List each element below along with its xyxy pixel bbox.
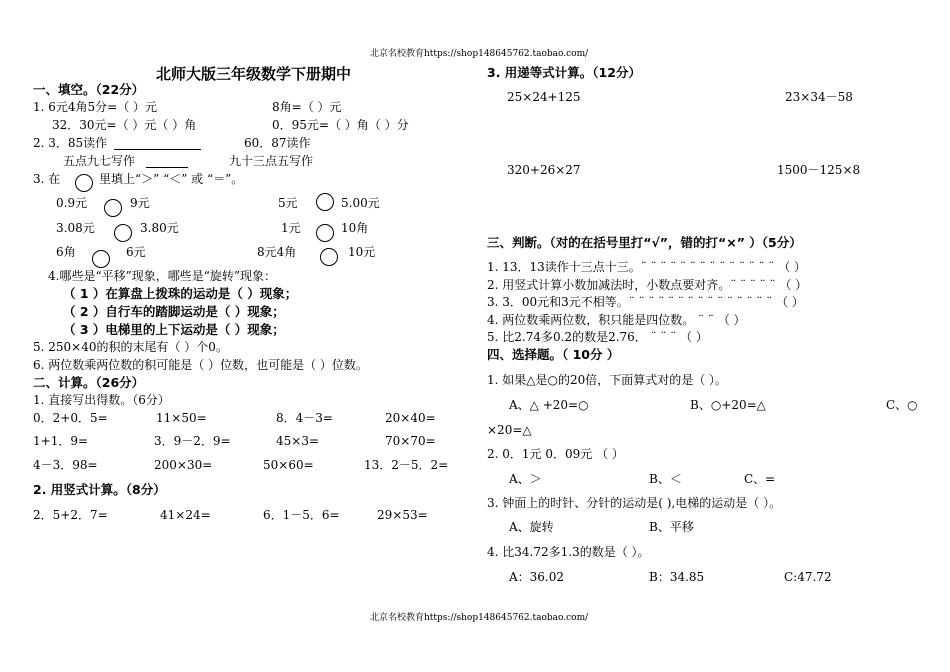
- judge-item: 5. 比2.74多0.2的数是2.76． ¨ ¨ ¨ （ ）: [487, 330, 708, 344]
- choice-question-2: 2. 0．1元 0．09元 （ ）: [487, 447, 624, 461]
- calc-item: 45×3=: [276, 434, 320, 448]
- compare-item: 10角: [341, 221, 369, 235]
- question-4-2: （ 2 ）自行车的踏脚运动是（ ）现象；: [63, 304, 285, 319]
- page-title: 北师大版三年级数学下册期中: [156, 65, 352, 83]
- question-2c: 五点九七写作: [63, 154, 136, 168]
- compare-circle: [92, 250, 110, 268]
- judge-item: 4. 两位数乘两位数，积只能是四位数。 ¨ ¨ （ ）: [487, 313, 746, 327]
- compare-item: 1元: [281, 221, 301, 235]
- question-4-1: （ 1 ）在算盘上拨珠的运动是（ ）现象；: [63, 286, 298, 301]
- choice-option: B、＜: [649, 472, 682, 486]
- choice-option: A、旋转: [509, 520, 554, 534]
- compare-circle: [316, 193, 334, 211]
- calc-item: 4－3．98=: [33, 458, 98, 472]
- stepwise-item: 25×24+125: [507, 90, 581, 104]
- question-1c: 32．30元=（ ）元（ ）角: [52, 118, 197, 132]
- compare-circle: [320, 248, 338, 266]
- question-5: 5. 250×40的积的末尾有（ ）个0。: [33, 340, 228, 354]
- section-judge-title: 三、判断。（对的在括号里打“√”，错的打“×” ）（5分）: [487, 235, 802, 250]
- question-2b: 60．87读作: [244, 136, 311, 150]
- section-calc-title: 二、计算。（26分）: [33, 375, 145, 390]
- calc-item: 200×30=: [154, 458, 213, 472]
- choice-question-4: 4. 比34.72多1.3的数是（ ）。: [487, 545, 650, 559]
- page-footer: 北京名校教育https://shop148645762.taobao.com/: [370, 613, 589, 623]
- compare-circle: [75, 174, 93, 192]
- choice-option: C、=: [744, 472, 776, 486]
- calc-item: 3．9－2．9=: [154, 434, 231, 448]
- answer-blank: [114, 149, 201, 150]
- choice-question-1: 1. 如果△是○的20倍，下面算式对的是（ ）。: [487, 373, 728, 387]
- calc-item: 13．2－5．2=: [364, 458, 449, 472]
- question-3-text: 里填上“＞” “＜” 或 “＝”。: [99, 172, 244, 186]
- vertical-calc-item: 29×53=: [377, 508, 428, 522]
- question-1d: 0．95元=（ ）角（ ）分: [272, 118, 409, 132]
- section-fill-blank-title: 一、填空。（22分）: [33, 82, 145, 97]
- compare-circle: [316, 224, 334, 242]
- judge-item: 1. 13．13读作十三点十三。¨ ¨ ¨ ¨ ¨ ¨ ¨ ¨ ¨ ¨ ¨ ¨ ¨ ¨ （ ）: [487, 260, 807, 274]
- judge-item: 3. 3．00元和3元不相等。¨ ¨ ¨ ¨ ¨ ¨ ¨ ¨ ¨ ¨ ¨ ¨ ¨ ¨ ¨ （ ）: [487, 295, 804, 309]
- question-4-3: （ 3 ）电梯里的上下运动是（ ）现象；: [63, 322, 285, 337]
- calc-subtitle-2: 2. 用竖式计算。（8分）: [33, 482, 166, 497]
- choice-option: B：34.85: [649, 570, 705, 584]
- answer-blank: [146, 167, 188, 168]
- question-4: 4.哪些是“平移”现象，哪些是“旋转”现象：: [48, 269, 276, 283]
- vertical-calc-item: 2．5+2．7=: [33, 508, 108, 522]
- compare-circle: [114, 224, 132, 242]
- question-2d: 九十三点五写作: [229, 154, 314, 168]
- calc-item: 0．2+0．5=: [33, 411, 108, 425]
- choice-option: A、＞: [509, 472, 542, 486]
- choice-option: C:47.72: [784, 570, 832, 584]
- compare-item: 3.08元: [56, 221, 95, 235]
- choice-option: C、○: [886, 398, 918, 412]
- compare-item: 8元4角: [257, 245, 297, 259]
- choice-option-continued: ×20=△: [487, 423, 532, 437]
- calc-item: 70×70=: [385, 434, 436, 448]
- choice-option: B、○+20=△: [690, 398, 766, 412]
- calc-subtitle-1: 1. 直接写出得数。（6分）: [33, 393, 170, 407]
- compare-circle: [104, 199, 122, 217]
- stepwise-item: 1500－125×8: [777, 163, 861, 177]
- section-stepwise-title: 3. 用递等式计算。（12分）: [487, 65, 641, 80]
- compare-item: 5元: [278, 196, 298, 210]
- calc-item: 1+1．9=: [33, 434, 89, 448]
- compare-item: 9元: [130, 196, 150, 210]
- question-6: 6. 两位数乘两位数的积可能是（ ）位数，也可能是（ ）位数。: [33, 358, 368, 372]
- question-3-prefix: 3. 在: [33, 172, 61, 186]
- judge-item: 2. 用竖式计算小数加减法时，小数点要对齐。¨ ¨ ¨ ¨ ¨ （ ）: [487, 278, 808, 292]
- compare-item: 3.80元: [140, 221, 179, 235]
- vertical-calc-item: 41×24=: [160, 508, 211, 522]
- calc-item: 20×40=: [385, 411, 436, 425]
- section-choice-title: 四、选择题。（ 10分 ）: [487, 347, 620, 362]
- calc-item: 8．4－3=: [276, 411, 333, 425]
- compare-item: 10元: [348, 245, 376, 259]
- question-1b: 8角=（ ）元: [272, 100, 342, 114]
- calc-item: 50×60=: [263, 458, 314, 472]
- stepwise-item: 23×34－58: [785, 90, 853, 104]
- compare-item: 5.00元: [341, 196, 380, 210]
- compare-item: 0.9元: [56, 196, 88, 210]
- choice-option: A：36.02: [509, 570, 565, 584]
- question-1a: 1. 6元4角5分=（ ）元: [33, 100, 158, 114]
- question-2a: 2. 3．85读作: [33, 136, 108, 150]
- compare-item: 6角: [56, 245, 76, 259]
- stepwise-item: 320+26×27: [507, 163, 581, 177]
- choice-option: A、△ +20=○: [509, 398, 589, 412]
- calc-item: 11×50=: [156, 411, 207, 425]
- vertical-calc-item: 6．1－5．6=: [263, 508, 340, 522]
- choice-question-3: 3. 钟面上的时针、分针的运动是( ),电梯的运动是（ ）。: [487, 496, 782, 510]
- choice-option: B、平移: [649, 520, 694, 534]
- compare-item: 6元: [126, 245, 146, 259]
- page-header: 北京名校教育https://shop148645762.taobao.com/: [370, 49, 589, 59]
